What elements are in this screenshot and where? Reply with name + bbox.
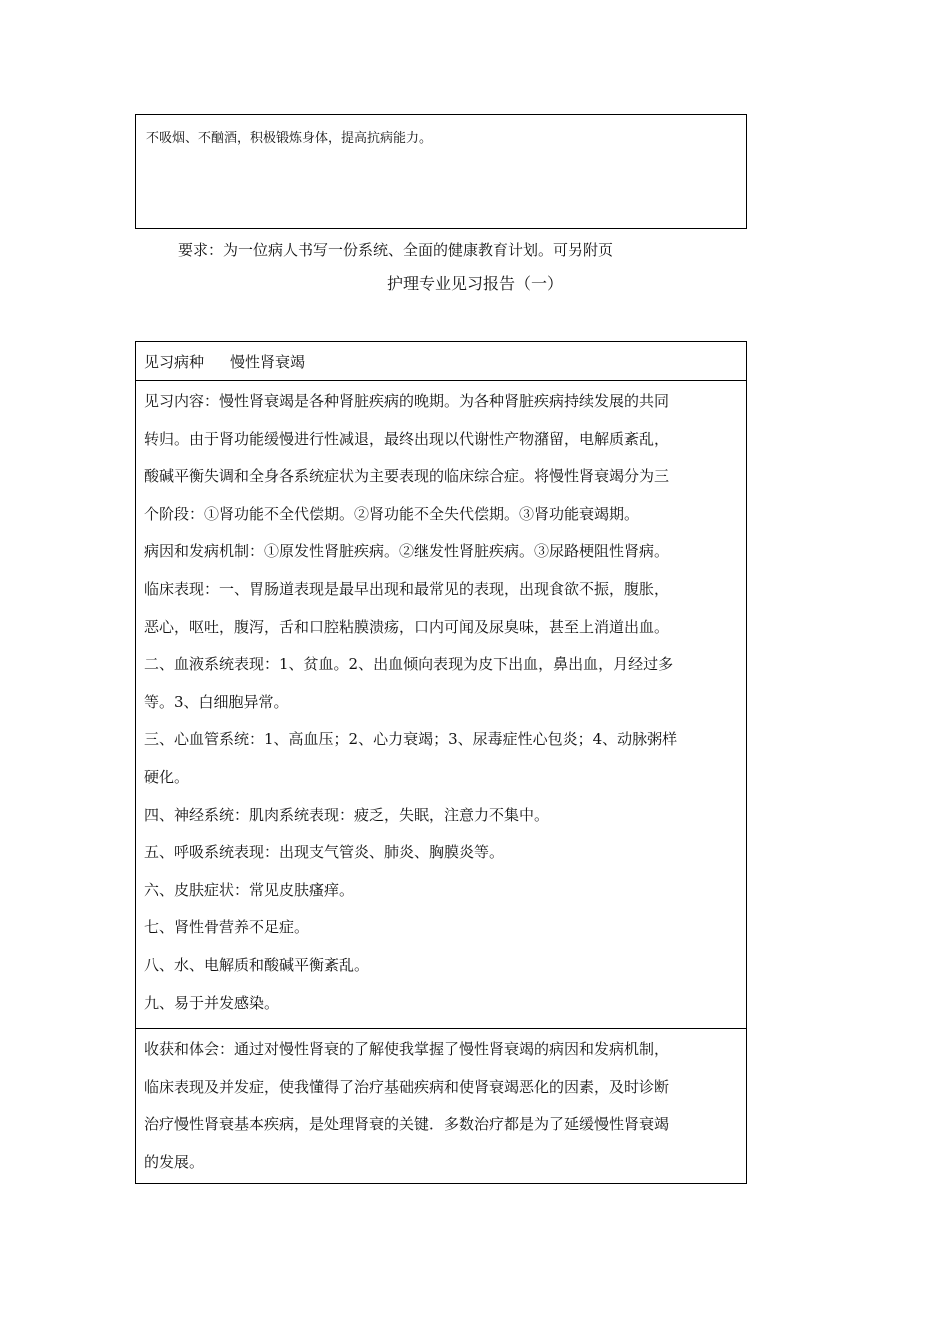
content-line: 九、易于并发感染。 <box>144 993 280 1012</box>
content-line: 临床表现：一、胃肠道表现是最早出现和最常见的表现，出现食欲不振，腹胀， <box>144 579 670 598</box>
content-line: 见习内容：慢性肾衰竭是各种肾脏疾病的晚期。为各种肾脏疾病持续发展的共同 <box>144 392 670 410</box>
gain-line: 的发展。 <box>144 1152 205 1171</box>
content-line: 恶心，呕吐，腹泻，舌和口腔粘膜溃疡，口内可闻及尿臭味，甚至上消道出血。 <box>144 617 670 636</box>
content-line: 个阶段：①肾功能不全代偿期。②肾功能不全失代偿期。③肾功能衰竭期。 <box>144 504 640 523</box>
report-title: 护理专业见习报告（一） <box>386 274 563 293</box>
health-advice-text: 不吸烟、不酗酒，积极锻炼身体，提高抗病能力。 <box>146 131 433 146</box>
gain-line: 临床表现及并发症，使我懂得了治疗基础疾病和使肾衰竭恶化的因素，及时诊断 <box>144 1077 670 1096</box>
content-line: 七、肾性骨营养不足症。 <box>144 918 310 937</box>
content-line: 酸碱平衡失调和全身各系统症状为主要表现的临床综合症。将慢性肾衰竭分为三 <box>144 467 670 486</box>
report-table <box>135 341 747 1184</box>
content-line: 等。3、白细胞异常。 <box>144 692 289 711</box>
disease-row <box>136 342 746 380</box>
content-line: 病因和发病机制：①原发性肾脏疾病。②继发性肾脏疾病。③尿路梗阻性肾病。 <box>144 542 670 561</box>
gain-row <box>136 1028 746 1183</box>
content-line: 五、呼吸系统表现：出现支气管炎、肺炎、胸膜炎等。 <box>144 843 505 862</box>
gain-line: 治疗慢性肾衰基本疾病，是处理肾衰的关键．多数治疗都是为了延缓慢性肾衰竭 <box>144 1115 670 1134</box>
content-line: 硬化。 <box>144 767 190 786</box>
requirement-note: 要求：为一位病人书写一份系统、全面的健康教育计划。可另附页 <box>178 241 614 259</box>
content-line: 三、心血管系统：1、高血压；2、心力衰竭；3、尿毒症性心包炎；4、动脉粥样 <box>144 730 678 749</box>
content-line: 八、水、电解质和酸碱平衡紊乱。 <box>144 955 370 974</box>
content-line: 四、神经系统：肌肉系统表现：疲乏，失眠，注意力不集中。 <box>144 805 550 824</box>
content-line: 六、皮肤症状：常见皮肤瘙痒。 <box>144 880 355 899</box>
health-advice-box <box>135 114 747 229</box>
content-row <box>136 380 746 1028</box>
gain-line: 收获和体会：通过对慢性肾衰的了解使我掌握了慢性肾衰竭的病因和发病机制， <box>144 1040 670 1059</box>
content-line: 转归。由于肾功能缓慢进行性减退，最终出现以代谢性产物潴留，电解质紊乱， <box>144 429 670 448</box>
disease-label: 见习病种 <box>144 352 205 371</box>
content-line: 二、血液系统表现：1、贫血。2、出血倾向表现为皮下出血，鼻出血，月经过多 <box>144 655 674 674</box>
disease-value: 慢性肾衰竭 <box>230 352 306 371</box>
